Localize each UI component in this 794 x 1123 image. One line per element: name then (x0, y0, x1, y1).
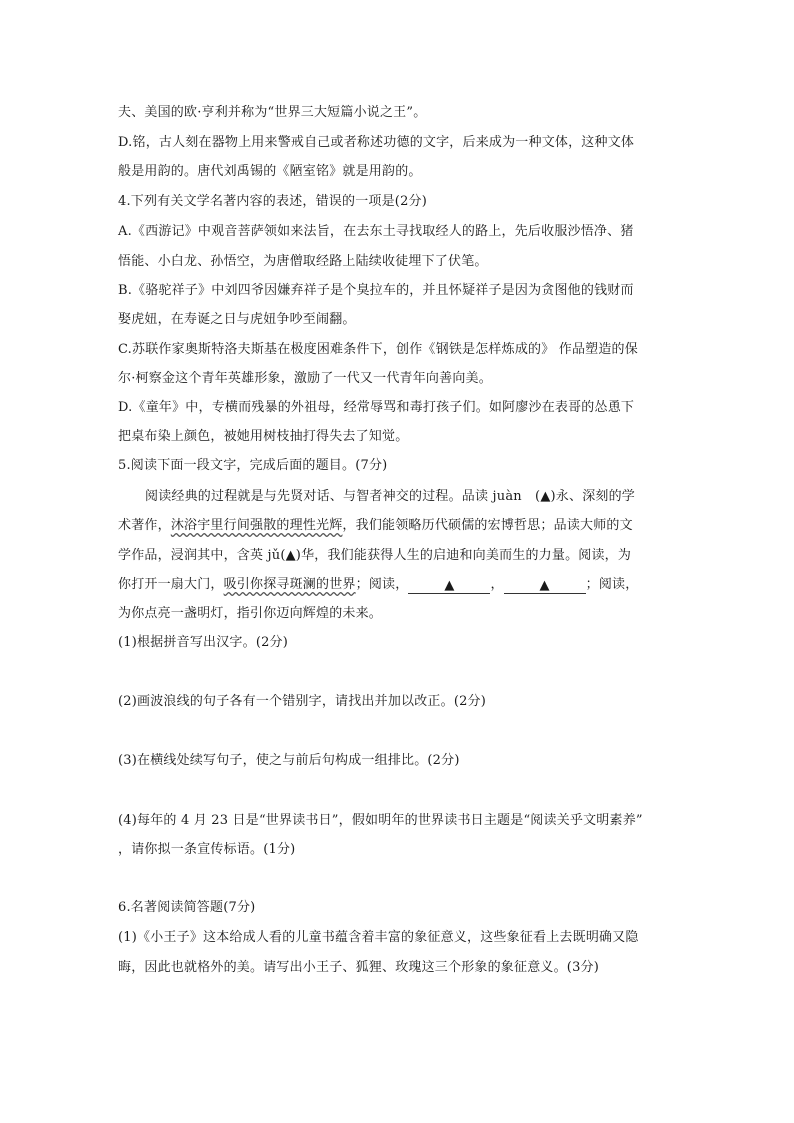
q5-passage-line4 (118, 576, 638, 594)
q4-option-a-line1: A.《西游记》中观音菩萨领如来法旨，在去东土寻找取经人的路上，先后收服沙悟净、猪 (118, 224, 634, 239)
wavy-sentence-1: 沐浴宇里行间强散的理性光辉 (170, 518, 343, 533)
q3-option-d-line2: 般是用韵的。唐代刘禹锡的《陋室铭》就是用韵的。 (118, 164, 422, 179)
q5-sub-4-line1: (4)每年的 4 月 23 日是“世界读书日”，假如明年的世界读书日主题是“阅读关乎文明素养” (118, 813, 643, 828)
q6-stem: 6.名著阅读简答题(7分) (118, 900, 256, 915)
q5-passage-line3: 学作品，浸润其中，含英 jǔ(▲)华，我们能获得人生的启迪和向美而生的力量。阅读，为 (118, 548, 632, 563)
q5-text: ， (490, 577, 504, 592)
q5-text: ；阅读， (355, 577, 409, 592)
answer-blank-1[interactable]: ▲ (408, 577, 490, 594)
q5-sub-1: (1)根据拼音写出汉字。(2分) (118, 635, 289, 650)
q4-option-c-line2: 尔·柯察金这个青年英雄形象，激励了一代又一代青年向善向美。 (118, 371, 492, 386)
answer-blank-2[interactable]: ▲ (504, 577, 586, 594)
q5-sub-4-line2: ，请你拟一条宣传标语。(1分) (118, 842, 296, 857)
q5-text: 术著作， (118, 518, 171, 533)
q4-option-a-line2: 悟能、小白龙、孙悟空，为唐僧取经路上陆续收徒埋下了伏笔。 (118, 254, 488, 269)
q5-sub-2: (2)画波浪线的句子各有一个错别字，请找出并加以改正。(2分) (118, 694, 487, 709)
q4-stem: 4.下列有关文学名著内容的表述，错误的一项是(2分) (118, 194, 428, 209)
q6-sub-1-line2: 晦，因此也就格外的美。请写出小王子、狐狸、玫瑰这三个形象的象征意义。(3分) (118, 960, 600, 975)
q4-option-c-line1: C.苏联作家奥斯特洛夫斯基在极度困难条件下，创作《钢铁是怎样炼成的》 作品塑造的保 (118, 342, 638, 357)
q5-passage-line2 (118, 517, 633, 535)
q5-passage-line5: 为你点亮一盏明灯，指引你迈向辉煌的未来。 (118, 606, 383, 621)
q5-stem: 5.阅读下面一段文字，完成后面的题目。(7分) (118, 458, 388, 473)
q4-option-b-line2: 娶虎妞，在寿诞之日与虎妞争吵至闹翻。 (118, 312, 356, 327)
q5-sub-3: (3)在横线处续写句子，使之与前后句构成一组排比。(2分) (118, 753, 460, 768)
q3-option-c-end: 夫、美国的欧·亨利并称为“世界三大短篇小说之王”。 (118, 105, 427, 120)
q3-option-d-line1: D.铭，古人刻在器物上用来警戒自己或者称述功德的文字，后来成为一种文体，这种文体 (118, 135, 635, 150)
q5-text: 你打开一扇大门， (118, 577, 224, 592)
q6-sub-1-line1: (1)《小王子》这本给成人看的儿童书蕴含着丰富的象征意义，这些象征看上去既明确又隐 (118, 930, 639, 945)
q4-option-d-line2: 把桌布染上颜色，被她用树枝抽打得失去了知觉。 (118, 429, 409, 444)
q4-option-d-line1: D.《童年》中，专横而残暴的外祖母，经常辱骂和毒打孩子们。如阿廖沙在表哥的怂恿下 (118, 400, 635, 415)
q5-text: ，我们能领略历代硕儒的宏博哲思；品读大师的文 (342, 518, 633, 533)
q5-text: ；阅读， (585, 577, 639, 592)
q4-option-b-line1: B.《骆驼祥子》中刘四爷因嫌弃祥子是个臭拉车的，并且怀疑祥子是因为贪图他的钱财而 (118, 283, 634, 298)
q5-passage-line1: 阅读经典的过程就是与先贤对话、与智者神交的过程。品读 juàn (▲)永、深刻的学 (145, 489, 636, 504)
wavy-sentence-2: 吸引你探寻斑澜的世界 (223, 577, 356, 592)
